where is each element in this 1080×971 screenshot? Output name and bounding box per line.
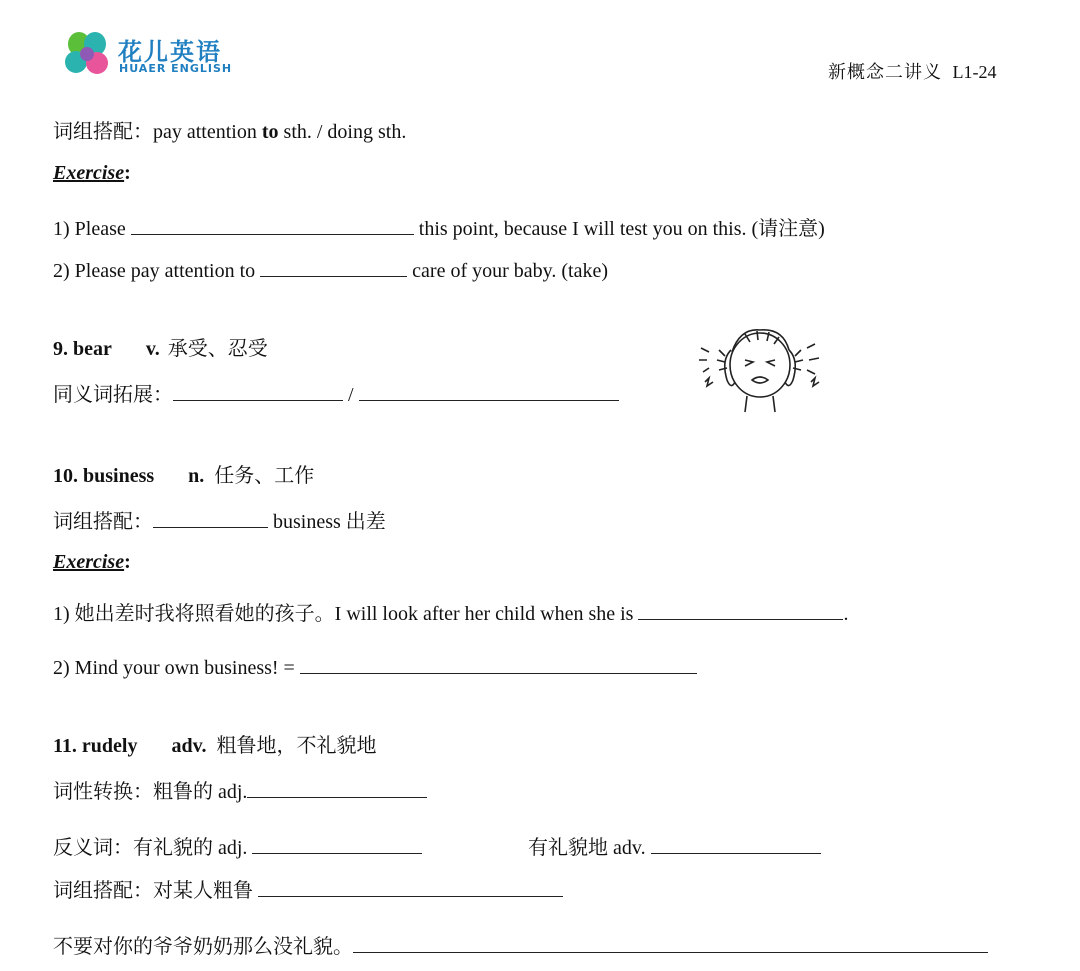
word-form-label: 词性转换：粗鲁的 adj. [53, 781, 248, 803]
antonym-line [53, 834, 422, 860]
course-title: 新概念二讲义 [828, 62, 942, 82]
synonym-line [53, 381, 619, 407]
exercise-title: Exercise [53, 162, 125, 184]
exercise-text: this point, because I will test you on this. (请注意) [413, 218, 825, 240]
answer-blank[interactable] [651, 834, 821, 854]
translation-line [53, 933, 988, 959]
phrase-text-suffix: sth. / doing sth. [278, 121, 407, 143]
entry-heading-rudely [53, 734, 376, 758]
translation-prompt: 不要对你的爷爷奶奶那么没礼貌。 [53, 936, 353, 958]
exercise-item-1 [53, 215, 825, 241]
brand-logo [62, 30, 262, 80]
flower-logo-icon [62, 30, 112, 80]
phrase-label: 词组搭配： [53, 511, 153, 533]
part-of-speech: v. [145, 338, 160, 360]
antonym-label: 有礼貌地 adv. [528, 837, 651, 859]
brand-name-en: HUAER ENGLISH [119, 62, 233, 75]
exercise-text: 2) Mind your own business! = [53, 657, 300, 679]
answer-blank[interactable] [300, 654, 697, 674]
phrase-text: 词组搭配：pay attention [53, 121, 262, 143]
exercise-text: . [843, 603, 849, 625]
answer-blank[interactable] [638, 600, 843, 620]
entry-meaning: 任务、工作 [214, 465, 315, 487]
phrase-text: business 出差 [268, 511, 386, 533]
answer-blank[interactable] [258, 877, 563, 897]
antonym-label: 反义词：有礼貌的 adj. [53, 837, 253, 859]
exercise-item-2 [53, 654, 697, 680]
exercise-item-2 [53, 257, 608, 283]
lesson-range: L1-24 [952, 62, 997, 82]
answer-blank[interactable] [353, 933, 988, 953]
phrase-label: 词组搭配：对某人粗鲁 [53, 880, 258, 902]
brand-name-cn: 花儿英语 [118, 38, 222, 66]
phrase-line-business [53, 508, 386, 534]
entry-word: 9. bear [53, 338, 112, 360]
answer-blank[interactable] [131, 215, 414, 235]
answer-blank[interactable] [247, 778, 427, 798]
answer-blank[interactable] [252, 834, 422, 854]
part-of-speech: adv. [171, 735, 207, 757]
phrase-line-attention [53, 120, 406, 144]
headache-boy-illustration [695, 320, 825, 415]
entry-meaning: 承受、忍受 [167, 338, 268, 360]
exercise-title: Exercise [53, 551, 125, 573]
antonym-line-adverb [528, 834, 821, 860]
exercise-item-1 [53, 600, 848, 626]
answer-blank[interactable] [260, 257, 407, 277]
answer-blank[interactable] [359, 381, 619, 401]
exercise-text: 2) Please pay attention to [53, 260, 261, 282]
entry-meaning: 粗鲁地，不礼貌地 [216, 735, 377, 757]
entry-word: 10. business [53, 465, 155, 487]
exercise-text: 1) 她出差时我将照看她的孩子。I will look after her child when she is [53, 603, 639, 625]
entry-heading-business [53, 464, 314, 488]
exercise-text: care of your baby. (take) [407, 260, 608, 282]
phrase-line-rude [53, 877, 563, 903]
part-of-speech: n. [188, 465, 205, 487]
answer-blank[interactable] [153, 508, 268, 528]
course-header [828, 60, 997, 84]
synonym-label: 同义词拓展： [53, 384, 173, 406]
exercise-text: 1) Please [53, 218, 131, 240]
exercise-label: Exercise: [53, 162, 131, 184]
answer-blank[interactable] [173, 381, 343, 401]
entry-heading-bear [53, 337, 268, 361]
entry-word: 11. rudely [53, 735, 138, 757]
phrase-bold: to [261, 121, 279, 143]
word-form-line [53, 778, 427, 804]
slash-separator: / [343, 384, 359, 406]
exercise-label: Exercise: [53, 551, 131, 573]
